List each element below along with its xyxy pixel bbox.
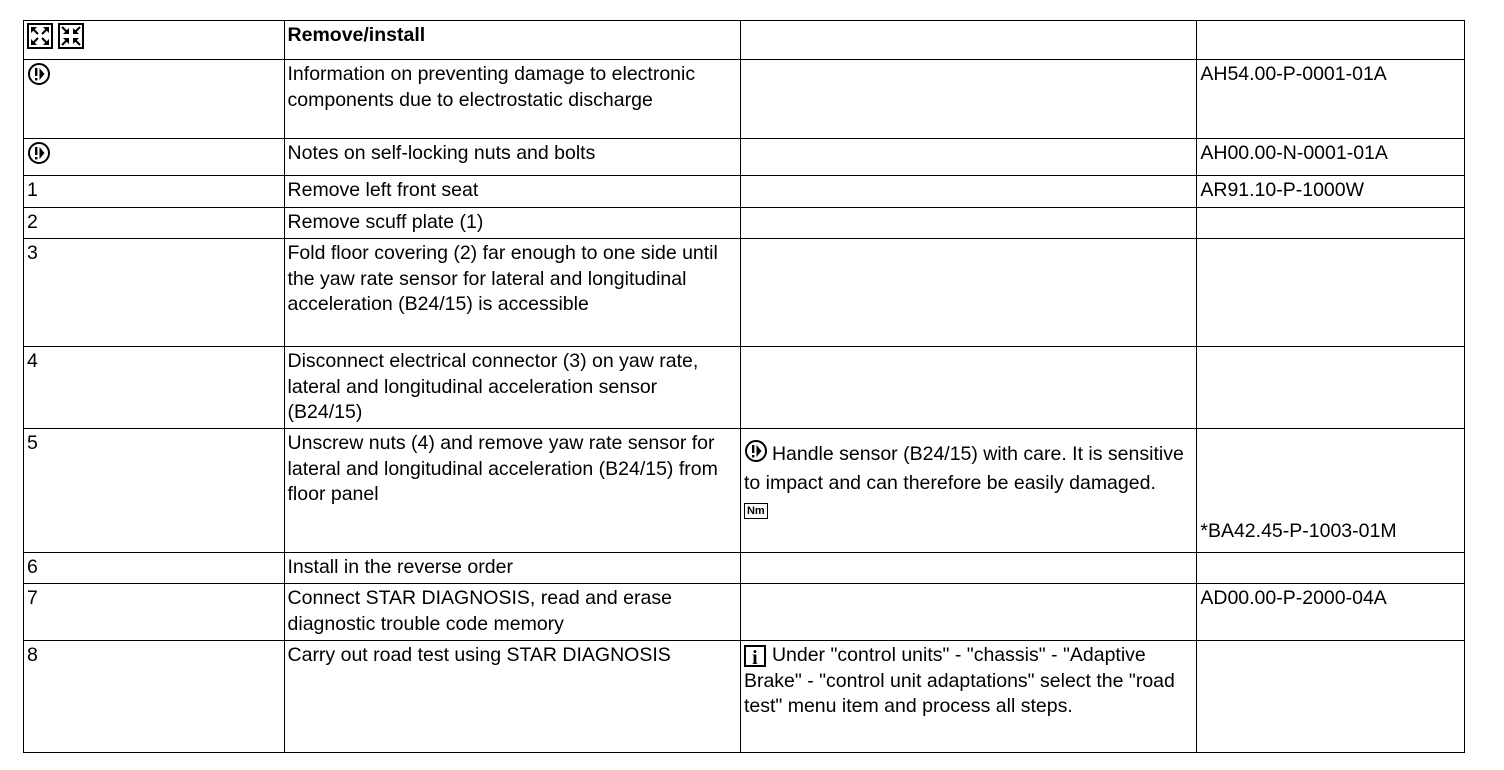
- reference-link[interactable]: AD00.00-P-2000-04A: [1197, 584, 1465, 641]
- step-number: 7: [24, 584, 285, 641]
- step-note: [740, 176, 1196, 208]
- table-header-row: [24, 21, 1465, 60]
- page-title: Remove/install: [284, 21, 740, 60]
- reference-link[interactable]: *BA42.45-P-1003-01M: [1200, 519, 1397, 542]
- table-row: [24, 176, 1465, 208]
- step-note-cell: [740, 429, 1196, 553]
- step-number: 2: [24, 208, 285, 239]
- step-note: [740, 239, 1196, 347]
- caution-icon: [27, 62, 51, 94]
- table-row: [24, 641, 1465, 753]
- table-row: [24, 60, 1465, 139]
- table-row: [24, 239, 1465, 347]
- expand-view-icon[interactable]: [27, 23, 53, 57]
- header-empty-cell: [740, 21, 1196, 60]
- step-note: [740, 347, 1196, 429]
- step-text: Install in the reverse order: [284, 553, 740, 584]
- step-number: 5: [24, 429, 285, 553]
- step-number: 1: [24, 176, 285, 208]
- step-text: Carry out road test using STAR DIAGNOSIS: [284, 641, 740, 753]
- step-number: 8: [24, 641, 285, 753]
- caution-icon: [27, 141, 51, 173]
- collapse-view-icon[interactable]: [58, 23, 84, 57]
- step-text: Notes on self-locking nuts and bolts: [284, 139, 740, 176]
- header-icons-cell: [24, 21, 285, 60]
- reference-link: [1197, 347, 1465, 429]
- step-text: Unscrew nuts (4) and remove yaw rate sensor for lateral and longitudinal acceleration (B24/15) from floor panel: [284, 429, 740, 553]
- reference-link: [1197, 208, 1465, 239]
- step-number: 6: [24, 553, 285, 584]
- step-note-cell: [740, 641, 1196, 753]
- reference-link: [1197, 641, 1465, 753]
- table-row: [24, 347, 1465, 429]
- step-text: Disconnect electrical connector (3) on yaw rate, lateral and longitudinal acceleration sensor (B24/15): [284, 347, 740, 429]
- step-note: [740, 139, 1196, 176]
- step-text: Remove left front seat: [284, 176, 740, 208]
- header-empty-cell: [1197, 21, 1465, 60]
- reference-link[interactable]: AR91.10-P-1000W: [1197, 176, 1465, 208]
- step-note: [740, 60, 1196, 139]
- step-number: 3: [24, 239, 285, 347]
- step-note: Under "control units" - "chassis" - "Adaptive Brake" - "control unit adaptations" select the "road test" menu item and process all steps.: [743, 644, 1175, 717]
- table-row: [24, 139, 1465, 176]
- reference-link[interactable]: AH54.00-P-0001-01A: [1197, 60, 1465, 139]
- caution-icon: [744, 439, 768, 471]
- step-number: 4: [24, 347, 285, 429]
- reference-link: [1197, 239, 1465, 347]
- procedure-table: [23, 20, 1465, 753]
- step-note: [740, 208, 1196, 239]
- reference-link[interactable]: AH00.00-N-0001-01A: [1197, 139, 1465, 176]
- step-text: Fold floor covering (2) far enough to one side until the yaw rate sensor for lateral and longitudinal acceleration (B24/15) is accessible: [284, 239, 740, 347]
- table-row: [24, 208, 1465, 239]
- table-row: [24, 429, 1465, 553]
- step-text: Information on preventing damage to electronic components due to electrostatic discharge: [284, 60, 740, 139]
- step-text: Connect STAR DIAGNOSIS, read and erase diagnostic trouble code memory: [284, 584, 740, 641]
- table-row: [24, 553, 1465, 584]
- info-icon: i: [744, 645, 766, 667]
- torque-value-icon[interactable]: Nm: [744, 503, 768, 519]
- reference-link: [1197, 553, 1465, 584]
- step-text: Remove scuff plate (1): [284, 208, 740, 239]
- step-note: [740, 584, 1196, 641]
- table-row: [24, 584, 1465, 641]
- step-note: Handle sensor (B24/15) with care. It is sensitive to impact and can therefore be easily damaged.: [743, 443, 1184, 494]
- step-note: [740, 553, 1196, 584]
